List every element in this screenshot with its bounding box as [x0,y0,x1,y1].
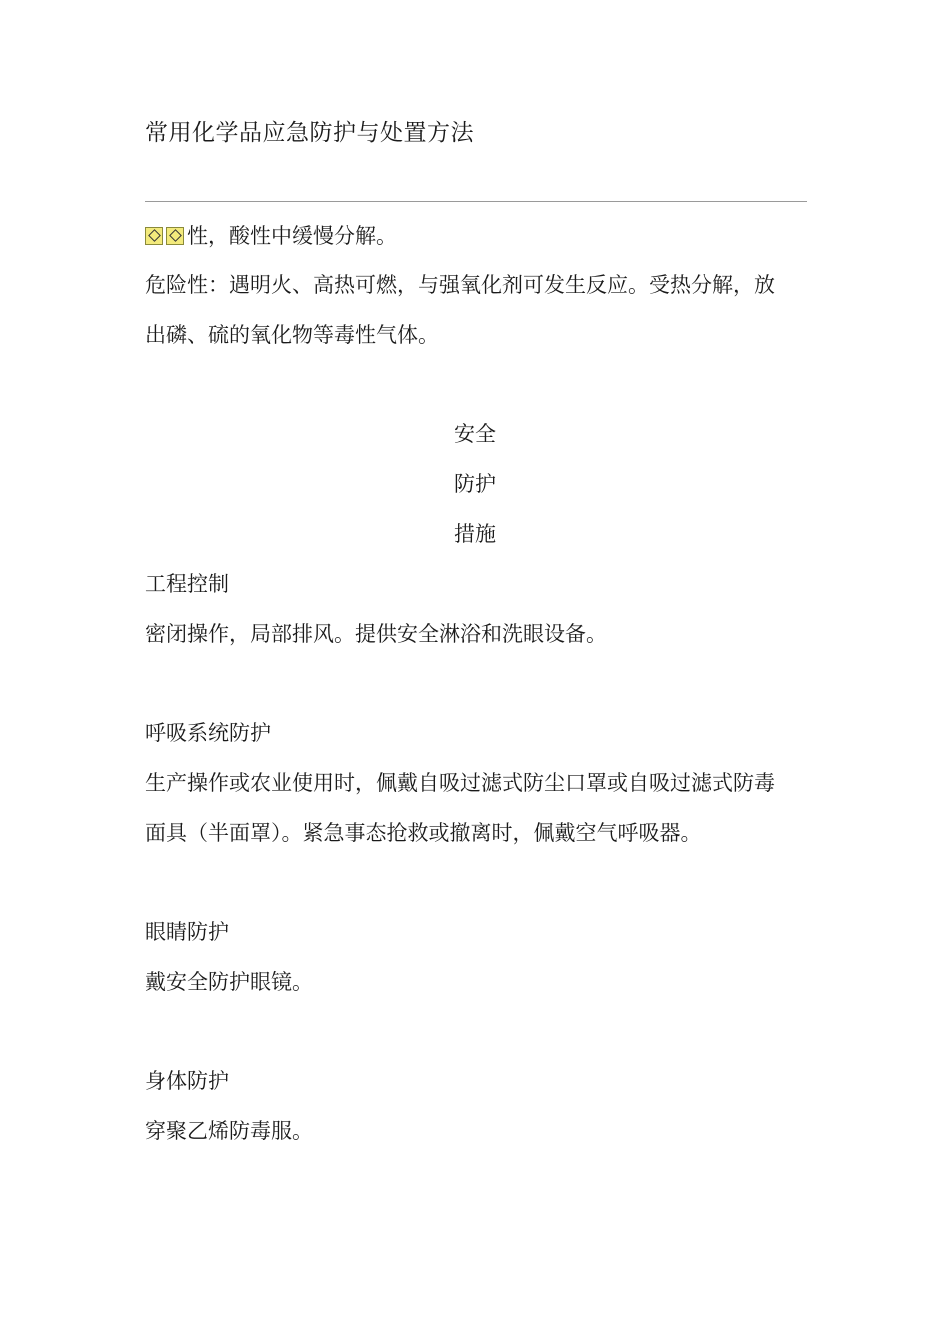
missing-glyph-icon [145,227,163,245]
section-heading-line-3: 措施 [454,522,496,546]
page-title: 常用化学品应急防护与处置方法 [145,120,474,146]
missing-glyph-icon [166,227,184,245]
paragraph-stability [145,221,397,251]
respiratory-protection-label: 呼吸系统防护 [145,721,271,745]
paragraph-hazard-line-1: 危险性：遇明火、高热可燃，与强氧化剂可发生反应。受热分解，放 [145,273,775,297]
paragraph-hazard-line-2: 出磷、硫的氧化物等毒性气体。 [145,323,439,347]
title-divider [145,201,807,202]
eye-protection-text: 戴安全防护眼镜。 [145,970,313,994]
respiratory-protection-line-2: 面具（半面罩）。紧急事态抢救或撤离时，佩戴空气呼吸器。 [145,821,702,845]
body-protection-label: 身体防护 [145,1069,229,1093]
paragraph-stability-text: 性，酸性中缓慢分解。 [187,224,397,248]
respiratory-protection-line-1: 生产操作或农业使用时，佩戴自吸过滤式防尘口罩或自吸过滤式防毒 [145,771,775,795]
body-protection-text: 穿聚乙烯防毒服。 [145,1119,313,1143]
section-heading-line-2: 防护 [454,472,496,496]
engineering-control-label: 工程控制 [145,572,229,596]
engineering-control-text: 密闭操作，局部排风。提供安全淋浴和洗眼设备。 [145,622,607,646]
section-heading-line-1: 安全 [454,422,496,446]
eye-protection-label: 眼睛防护 [145,920,229,944]
